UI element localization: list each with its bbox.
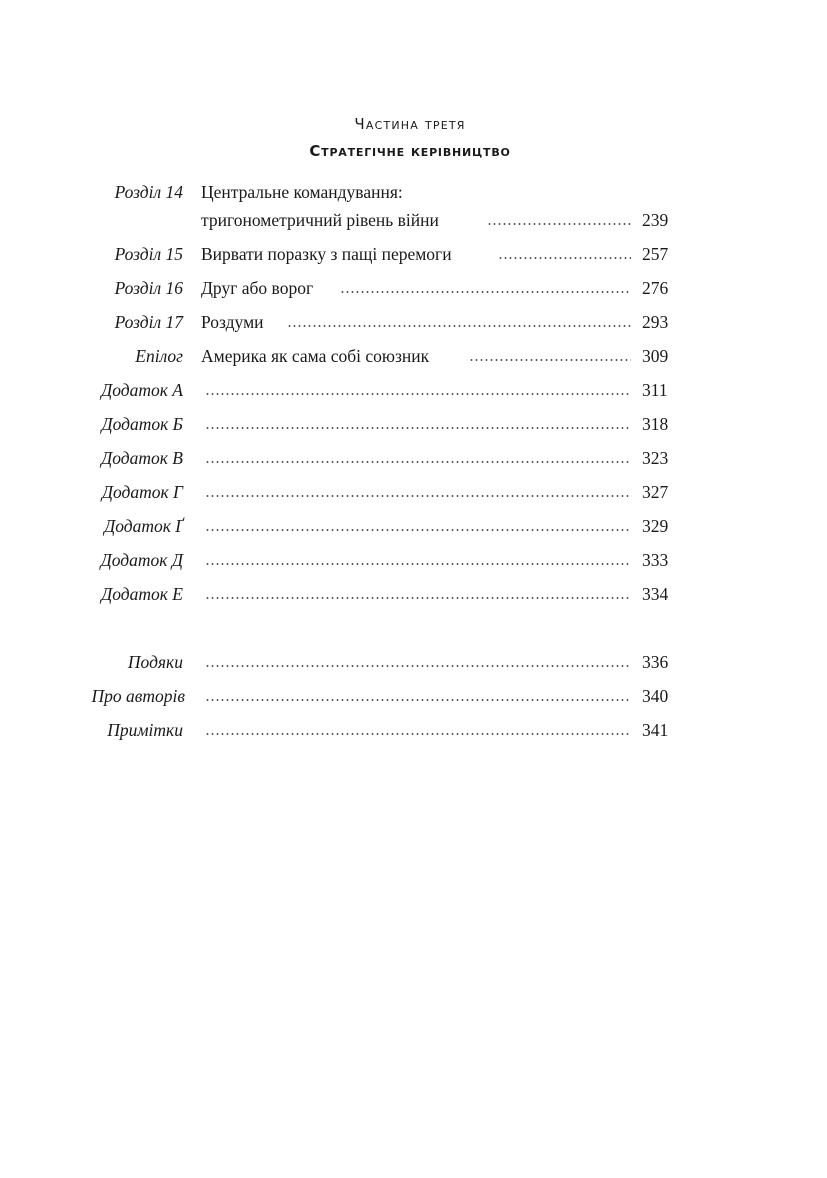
toc-entry-page: 341 bbox=[642, 720, 669, 740]
toc-entry-page: 239 bbox=[642, 210, 669, 230]
toc-entry-title-continued: тригонометричний рівень війни bbox=[201, 210, 439, 230]
dot-leader bbox=[205, 597, 631, 599]
dot-leader bbox=[205, 427, 631, 429]
toc-entry-label: Розділ 14 bbox=[114, 182, 183, 202]
toc-entry-page: 293 bbox=[642, 312, 669, 332]
toc-entry-title: Америка як сама собі союзник bbox=[201, 346, 430, 366]
dot-leader bbox=[205, 563, 631, 565]
toc-entry-appendix-h[interactable] bbox=[0, 482, 827, 508]
toc-entry-label: Додаток Д bbox=[100, 550, 183, 570]
toc-entry-page: 323 bbox=[642, 448, 669, 468]
toc-entry-about-authors[interactable] bbox=[0, 686, 827, 712]
toc-entry-label: Примітки bbox=[107, 720, 183, 740]
part-label: Частина третя bbox=[354, 115, 466, 133]
toc-entry-notes[interactable] bbox=[0, 720, 827, 746]
toc-entry-label: Епілог bbox=[135, 346, 183, 366]
toc-entry-acknowledgments[interactable] bbox=[0, 652, 827, 678]
dot-leader bbox=[469, 359, 631, 361]
toc-entry-label: Додаток Ґ bbox=[104, 516, 183, 536]
toc-entry-label: Розділ 16 bbox=[114, 278, 183, 298]
toc-entry-chapter-15[interactable] bbox=[0, 244, 827, 270]
toc-entry-page: 334 bbox=[642, 584, 669, 604]
toc-entry-page: 327 bbox=[642, 482, 669, 502]
toc-entry-appendix-g[interactable] bbox=[0, 516, 827, 542]
dot-leader bbox=[205, 461, 631, 463]
toc-entry-page: 276 bbox=[642, 278, 669, 298]
toc-entry-title: Центральне командування: bbox=[201, 182, 403, 202]
toc-entry-page: 311 bbox=[642, 380, 668, 400]
toc-entry-appendix-b[interactable] bbox=[0, 414, 827, 440]
dot-leader bbox=[205, 529, 631, 531]
dot-leader bbox=[340, 291, 631, 293]
toc-entry-label: Додаток Б bbox=[101, 414, 183, 434]
part-title: Стратегічне керівництво bbox=[309, 142, 511, 160]
toc-entry-page: 333 bbox=[642, 550, 669, 570]
dot-leader bbox=[498, 257, 631, 259]
toc-entry-page: 336 bbox=[642, 652, 669, 672]
dot-leader bbox=[205, 393, 631, 395]
toc-entry-page: 340 bbox=[642, 686, 669, 706]
toc-entry-label: Додаток Е bbox=[101, 584, 183, 604]
toc-entry-appendix-d[interactable] bbox=[0, 550, 827, 576]
toc-entry-chapter-14[interactable] bbox=[0, 182, 827, 236]
toc-entry-label: Додаток Г bbox=[101, 482, 183, 502]
toc-entry-page: 318 bbox=[642, 414, 669, 434]
toc-entry-epilogue[interactable] bbox=[0, 346, 827, 372]
toc-entry-label: Додаток А bbox=[101, 380, 183, 400]
toc-entry-appendix-v[interactable] bbox=[0, 448, 827, 474]
toc-entry-label: Подяки bbox=[127, 652, 183, 672]
toc-entry-label: Про авторів bbox=[91, 686, 185, 706]
toc-entry-title: Роздуми bbox=[201, 312, 264, 332]
dot-leader bbox=[205, 699, 631, 701]
dot-leader bbox=[205, 495, 631, 497]
toc-entry-chapter-17[interactable] bbox=[0, 312, 827, 338]
dot-leader bbox=[287, 325, 631, 327]
dot-leader bbox=[487, 223, 631, 225]
toc-entry-page: 257 bbox=[642, 244, 669, 264]
toc-entry-chapter-16[interactable] bbox=[0, 278, 827, 304]
toc-entry-label: Розділ 17 bbox=[114, 312, 183, 332]
dot-leader bbox=[205, 665, 631, 667]
toc-entry-page: 329 bbox=[642, 516, 669, 536]
dot-leader bbox=[205, 733, 631, 735]
toc-entry-label: Розділ 15 bbox=[114, 244, 183, 264]
toc-entry-label: Додаток В bbox=[101, 448, 183, 468]
toc-entry-title: Вирвати поразку з пащі перемоги bbox=[201, 244, 452, 264]
toc-entry-appendix-a[interactable] bbox=[0, 380, 827, 406]
toc-entry-appendix-e[interactable] bbox=[0, 584, 827, 610]
toc-entry-title: Друг або ворог bbox=[201, 278, 314, 298]
toc-entry-page: 309 bbox=[642, 346, 669, 366]
